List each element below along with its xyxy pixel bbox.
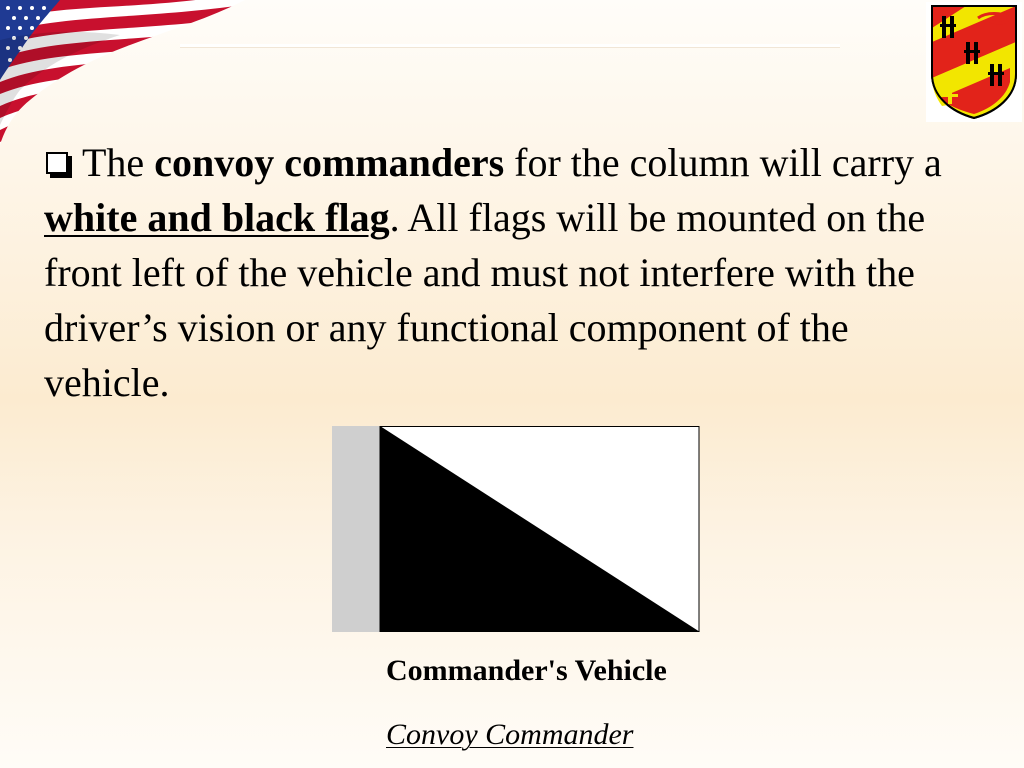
american-flag-icon [0, 0, 250, 150]
flag-caption-title: Commander's Vehicle [386, 654, 667, 687]
flag-pole [332, 426, 380, 632]
body-text-tail: . All flags will be mounted on the front left of the vehicle and must not interfere with the driver’s vision or any functional component of the vehicle. [44, 195, 926, 405]
header-divider [180, 42, 840, 50]
commander-flag-illustration [332, 426, 700, 632]
flag-caption-subtitle: Convoy Commander [386, 718, 634, 751]
checkbox-bullet-icon [44, 148, 74, 178]
body-text-middle: for the column will carry a [504, 140, 942, 185]
body-text-lead: The [82, 140, 155, 185]
body-text-convoy-commanders: convoy commanders [154, 140, 505, 185]
unit-crest-icon [926, 2, 1022, 122]
body-paragraph [44, 135, 984, 410]
body-text-flag-colors: white and black flag [44, 195, 390, 240]
